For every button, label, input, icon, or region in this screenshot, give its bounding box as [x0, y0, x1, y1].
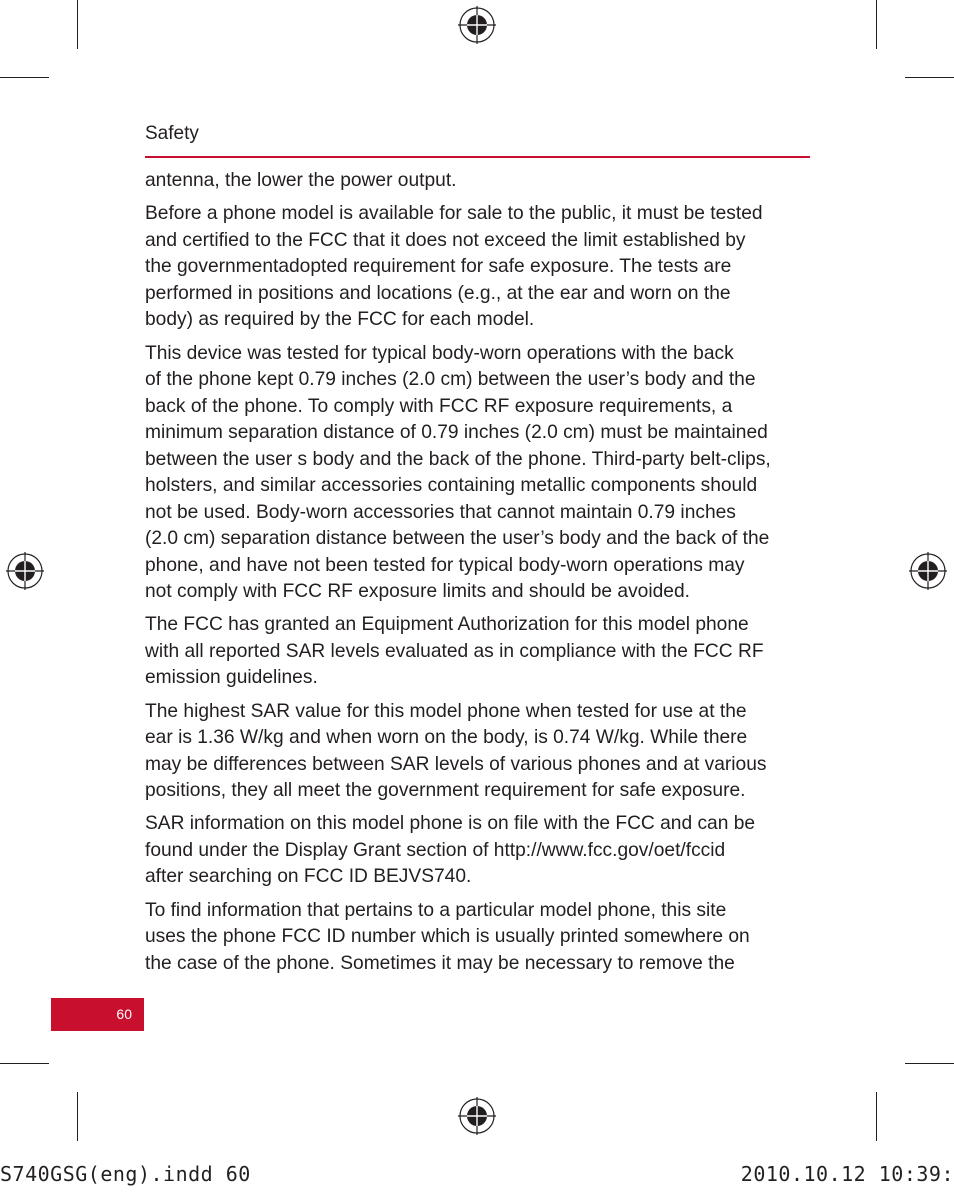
crop-mark-top-right-vertical	[876, 0, 877, 49]
registration-mark-icon	[458, 6, 496, 44]
paragraph-1: antenna, the lower the power output.	[145, 170, 457, 191]
registration-mark-icon	[458, 1097, 496, 1135]
body-text	[145, 168, 813, 984]
slug-file: S740GSG(eng).indd 60	[0, 1162, 251, 1186]
header-rule	[145, 156, 810, 158]
crop-mark-bottom-right-vertical	[876, 1092, 877, 1141]
paragraph-7: To find information that pertains to a particular model phone, this site uses the phone FCC ID number which is usually printed somewhere on the case of the phone. Sometimes it may be necessary to remove the	[145, 899, 750, 974]
section-title: Safety	[145, 123, 199, 144]
crop-mark-top-left-vertical	[77, 0, 78, 49]
slug-datetime: 2010.10.12 10:39:	[740, 1162, 954, 1186]
crop-mark-bottom-right-horizontal	[905, 1063, 954, 1064]
paragraph-3: This device was tested for typical body-worn operations with the back of the phone kept 0.79 inches (2.0 cm) between the user’s body and the back of the phone. To comply with FCC RF exposure requirements, a minimum separation distance of 0.79 inches (2.0 cm) must be maintained between the user s body and the back of the phone. Third-party belt-clips, holsters, and similar accessories containing metallic components should not be used. Body-worn accessories that cannot maintain 0.79 inches (2.0 cm) separation distance between the user’s body and the back of the phone, and have not been tested for typical body-worn operations may not comply with FCC RF exposure limits and should be avoided.	[145, 342, 771, 603]
registration-mark-icon	[909, 552, 947, 590]
registration-mark-icon	[6, 552, 44, 590]
page-number: 60	[116, 1006, 132, 1022]
paragraph-5: The highest SAR value for this model phone when tested for use at the ear is 1.36 W/kg and when worn on the body, is 0.74 W/kg. While there may be differences between SAR levels of various phones and at various positions, they all meet the government requirement for safe exposure.	[145, 700, 767, 802]
page-number-tab	[51, 998, 144, 1031]
crop-mark-bottom-left-vertical	[77, 1092, 78, 1141]
paragraph-2: Before a phone model is available for sale to the public, it must be tested and certified to the FCC that it does not exceed the limit established by the governmentadopted requirement for safe exposure. The tests are performed in positions and locations (e.g., at the ear and worn on the body) as required by the FCC for each model.	[145, 203, 763, 331]
paragraph-6: SAR information on this model phone is on file with the FCC and can be found under the Display Grant section of http://www.fcc.gov/oet/fccid after searching on FCC ID BEJVS740.	[145, 813, 756, 888]
crop-mark-top-left-horizontal	[0, 77, 49, 78]
crop-mark-bottom-left-horizontal	[0, 1063, 49, 1064]
paragraph-4: The FCC has granted an Equipment Authorization for this model phone with all reported SAR levels evaluated as in compliance with the FCC RF emission guidelines.	[145, 614, 764, 689]
crop-mark-top-right-horizontal	[905, 77, 954, 78]
